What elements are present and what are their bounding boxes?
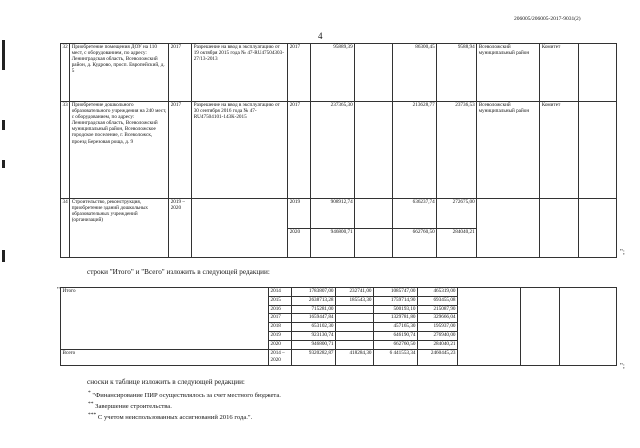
table-row xyxy=(61,288,617,297)
margin-mark xyxy=(2,40,5,70)
local-amount: 9588,94 xyxy=(437,44,477,102)
regional-amount: 646190,74 xyxy=(374,331,418,340)
regional-amount: 662760,50 xyxy=(393,228,437,258)
footnote-text: С учетом неиспользованных ассигнований 2016 года.". xyxy=(97,414,253,422)
regional-amount: 457165,30 xyxy=(374,323,418,332)
total-amount: 946800,71 xyxy=(292,340,336,349)
local-amount: 195937,00 xyxy=(418,323,458,332)
margin-mark xyxy=(2,160,5,168)
federal-amount xyxy=(336,340,374,349)
total-amount: 237365,30 xyxy=(311,102,355,199)
regional-amount: 662760,50 xyxy=(374,340,418,349)
itogo-label: Итого xyxy=(61,288,269,350)
row-number: 32 xyxy=(61,44,70,102)
footnotes-intro: сноски к таблице изложить в следующей редакции: xyxy=(87,378,245,386)
document-id: 206005/206005-2017-9031(2) xyxy=(514,16,581,22)
fiscal-year: 2019 xyxy=(288,199,311,229)
row-number: 34 xyxy=(61,199,70,258)
local-amount: 284040,21 xyxy=(437,228,477,258)
local-amount: 693455,08 xyxy=(418,296,458,305)
closing-quote-mark: "; xyxy=(620,362,625,370)
year: 2019 xyxy=(269,331,292,340)
amendment-paragraph: строки "Итого" и "Всего" изложить в следующей редакции: xyxy=(87,268,270,276)
permit-document: Разрешение на ввод в эксплуатацию от 30 сентября 2016 года № 47-RU47504101-143К-2015 xyxy=(192,102,288,199)
local-amount: 215087,90 xyxy=(418,305,458,314)
footnote xyxy=(88,412,252,421)
fiscal-year: 2017 xyxy=(288,102,311,199)
total-amount: 946800,71 xyxy=(311,228,355,258)
total-amount: 653102,30 xyxy=(292,323,336,332)
page-number: 4 xyxy=(318,31,323,41)
local-amount: 272675,00 xyxy=(437,199,477,229)
investment-table-part xyxy=(60,43,617,258)
responsible-body: Комитет xyxy=(540,102,579,199)
district: Всеволожский муниципальный район xyxy=(477,44,540,102)
totals-table xyxy=(60,287,617,366)
year: 2014 xyxy=(269,288,292,297)
footnote xyxy=(88,401,172,410)
fiscal-year: 2020 xyxy=(288,228,311,258)
total-amount: 715281,00 xyxy=(292,305,336,314)
regional-amount: 500193,10 xyxy=(374,305,418,314)
federal-amount: 232741,00 xyxy=(336,288,374,297)
footnote-mark: * xyxy=(88,390,91,396)
vsego-label: Всего xyxy=(61,349,269,365)
regional-amount: 86300,45 xyxy=(393,44,437,102)
commission-year: 2019 – 2020 xyxy=(169,199,192,258)
margin-mark xyxy=(2,250,5,262)
row-number: 33 xyxy=(61,102,70,199)
total-amount: 1783807,00 xyxy=(292,288,336,297)
commission-year: 2017 xyxy=(169,102,192,199)
responsible-body: Комитет xyxy=(540,44,579,102)
regional-amount: 213628,77 xyxy=(393,102,437,199)
fiscal-year: 2017 xyxy=(288,44,311,102)
federal-amount xyxy=(355,102,393,199)
footnote-text: Завершение строительства. xyxy=(95,403,172,411)
federal-amount xyxy=(336,323,374,332)
object-name: Приобретение помещения ДОУ на 110 мест, с оборудованием, по адресу: Ленинградская область, Всеволожский район, д. Кудрово, просп. Европейский, д. 5 xyxy=(70,44,169,102)
total-amount: 923130,74 xyxy=(292,331,336,340)
commission-year: 2017 xyxy=(169,44,192,102)
closing-quote-mark: "; xyxy=(620,248,625,256)
local-amount: 23736,53 xyxy=(437,102,477,199)
year: 2015 xyxy=(269,296,292,305)
opening-quote-mark: " xyxy=(57,286,60,294)
table-row xyxy=(61,44,617,102)
total-amount: 1659447,84 xyxy=(292,314,336,323)
table-row xyxy=(61,102,617,199)
local-amount: 2460445,23 xyxy=(418,349,458,365)
regional-amount: 1759714,90 xyxy=(374,296,418,305)
total-amount: 908912,74 xyxy=(311,199,355,229)
footnote-text: "Финансирование ПИР осуществлялось за счет местного бюджета. xyxy=(92,392,281,400)
year: 2020 xyxy=(269,340,292,349)
local-amount: 284040,21 xyxy=(418,340,458,349)
regional-amount: 636237,74 xyxy=(393,199,437,229)
local-amount: 465319,00 xyxy=(418,288,458,297)
total-amount: 9320282,87 xyxy=(292,349,336,365)
footnote-mark: *** xyxy=(88,412,97,418)
total-amount: 95889,39 xyxy=(311,44,355,102)
district: Всеволожский муниципальный район xyxy=(477,102,540,199)
local-amount: 329666,04 xyxy=(418,314,458,323)
object-name: Строительство, реконструкция, приобретение зданий дошкольных образовательных учреждений (организаций) xyxy=(70,199,169,258)
regional-amount: 6 441553,34 xyxy=(374,349,418,365)
federal-amount xyxy=(336,314,374,323)
year-range: 2014 – 2020 xyxy=(269,349,292,365)
federal-amount: 185543,30 xyxy=(336,296,374,305)
footnote xyxy=(88,390,281,399)
year: 2016 xyxy=(269,305,292,314)
margin-mark xyxy=(2,120,5,130)
federal-amount xyxy=(355,44,393,102)
table-row xyxy=(61,199,617,229)
regional-amount: 1329781,80 xyxy=(374,314,418,323)
regional-amount: 1085747,00 xyxy=(374,288,418,297)
object-name: Приобретение дошкольного образовательного учреждения на 240 мест, с оборудованием, по адресу: Ленинградская область, Всеволожский муниципальный район, Всеволожское городское поселение, г. Всеволожск, проезд Березовая роща, д. 9 xyxy=(70,102,169,199)
permit-document: Разрешение на ввод в эксплуатацию от 19 октября 2015 года № 47-RU47504303-27/13-2013 xyxy=(192,44,288,102)
federal-amount: 418284,30 xyxy=(336,349,374,365)
year: 2018 xyxy=(269,323,292,332)
local-amount: 276940,00 xyxy=(418,331,458,340)
federal-amount xyxy=(336,331,374,340)
federal-amount xyxy=(336,305,374,314)
footnote-mark: ** xyxy=(88,401,94,407)
year: 2017 xyxy=(269,314,292,323)
total-amount: 2638713,28 xyxy=(292,296,336,305)
